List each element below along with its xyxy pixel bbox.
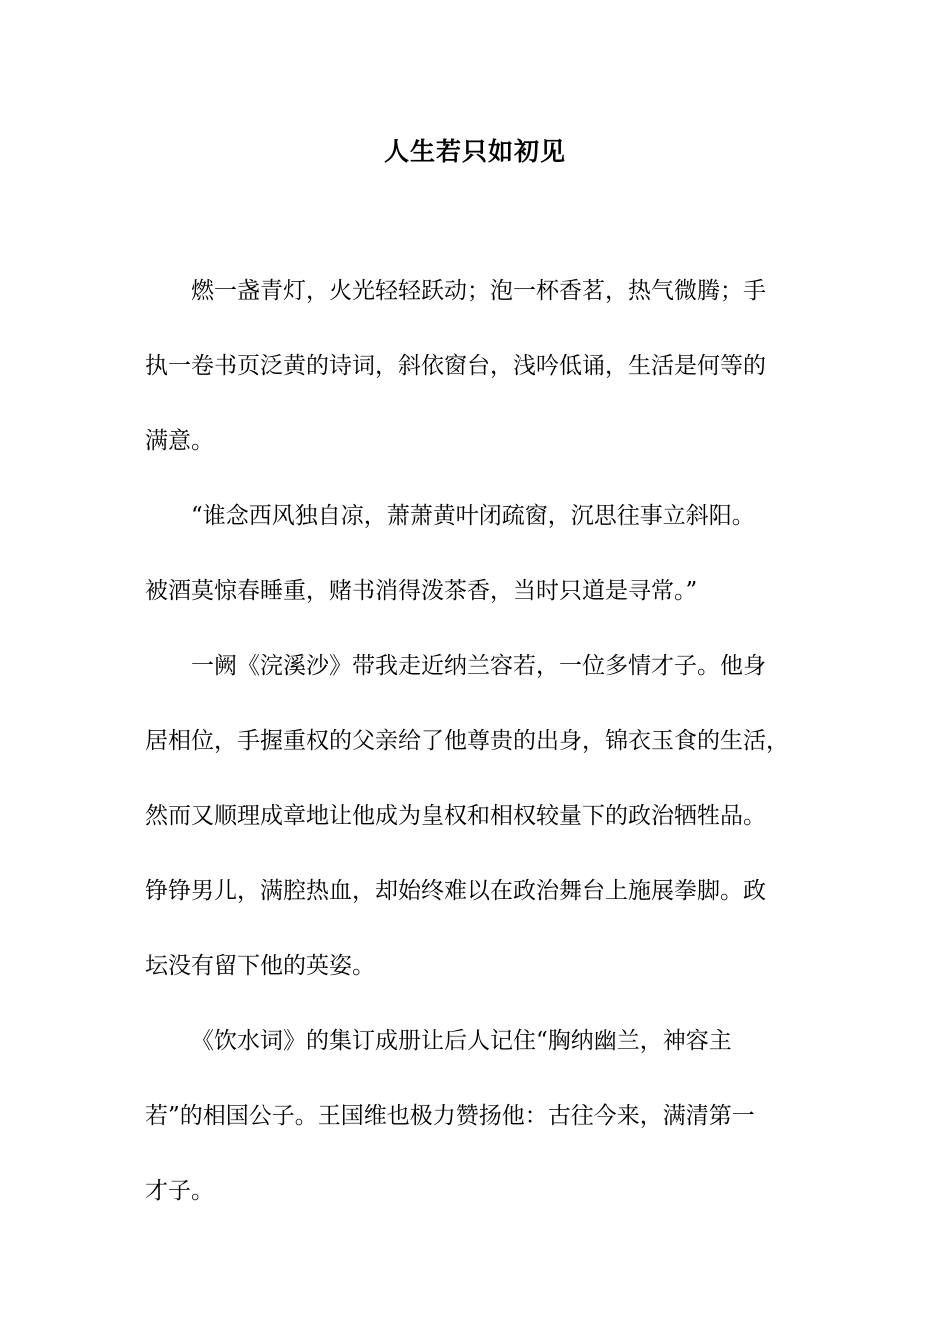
page-title: 人生若只如初见 bbox=[383, 137, 566, 166]
paragraph-4 bbox=[145, 1004, 815, 1229]
paragraph-line: “谁念西风独自凉，萧萧黄叶闭疏窗，沉思往事立斜阳。 bbox=[191, 503, 755, 529]
paragraph-line: 铮铮男儿，满腔热血，却始终难以在政治舞台上施展拳脚。政 bbox=[145, 878, 766, 904]
paragraph-line: 一阙《浣溪沙》带我走近纳兰容若，一位多情才子。他身 bbox=[191, 653, 766, 679]
document-body bbox=[145, 254, 815, 1229]
paragraph-3 bbox=[145, 629, 815, 1004]
paragraph-line: 然而又顺理成章地让他成为皇权和相权较量下的政治牺牲品。 bbox=[145, 803, 766, 829]
paragraph-line: 坛没有留下他的英姿。 bbox=[145, 953, 375, 979]
paragraph-line: 执一卷书页泛黄的诗词，斜依窗台，浅吟低诵，生活是何等的 bbox=[145, 353, 766, 379]
paragraph-line: 被酒莫惊春睡重，赌书消得泼茶香，当时只道是寻常。” bbox=[145, 578, 698, 604]
paragraph-1 bbox=[145, 254, 815, 479]
paragraph-2 bbox=[145, 479, 815, 629]
paragraph-line: 才子。 bbox=[145, 1178, 214, 1204]
paragraph-line: 满意。 bbox=[145, 428, 214, 454]
paragraph-line: 居相位，手握重权的父亲给了他尊贵的出身，锦衣玉食的生活， bbox=[145, 728, 789, 754]
paragraph-line: 燃一盏青灯，火光轻轻跃动；泡一杯香茗，热气微腾；手 bbox=[191, 278, 766, 304]
paragraph-line: 《饮水词》的集订成册让后人记住“胸纳幽兰，神容主 bbox=[191, 1028, 732, 1054]
paragraph-line: 若”的相国公子。王国维也极力赞扬他：古往今来，满清第一 bbox=[145, 1103, 755, 1129]
